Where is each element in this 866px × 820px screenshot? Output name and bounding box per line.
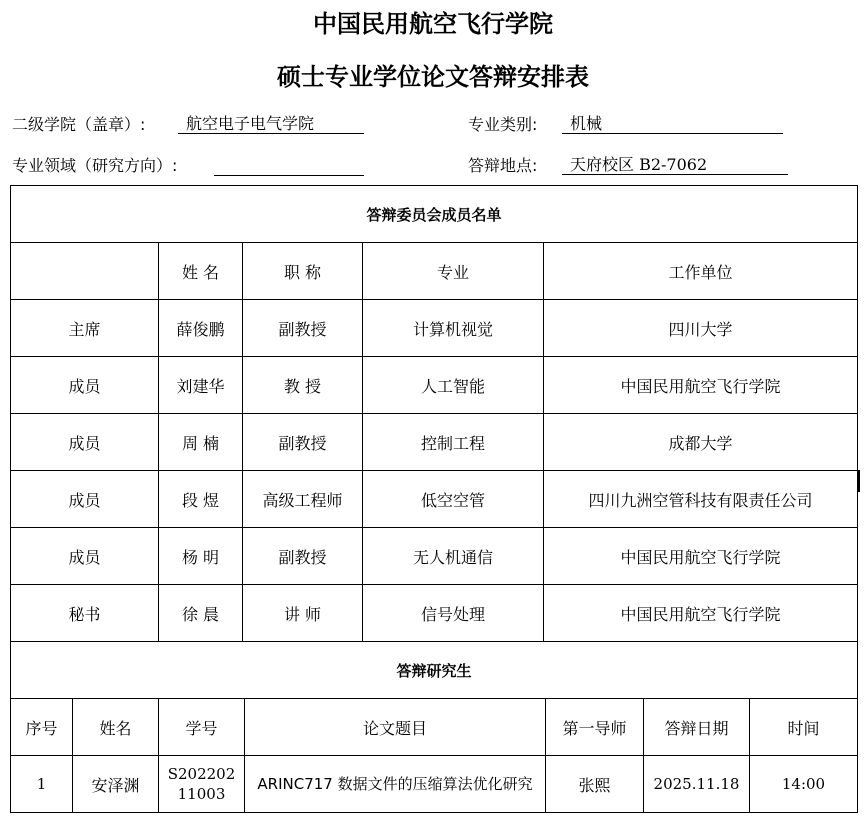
member-title: 副教授 [243,414,363,471]
committee-header-unit: 工作单位 [544,243,858,300]
page-subtitle: 硕士专业学位论文答辩安排表 [277,62,589,91]
member-name: 薛俊鹏 [159,300,243,357]
member-name: 徐 晨 [159,585,243,642]
college-value: 航空电子电气学院 [178,114,364,134]
member-unit: 四川大学 [544,300,858,357]
committee-header-role [11,243,159,300]
defense-date: 2025.11.18 [644,756,750,813]
member-unit: 中国民用航空飞行学院 [544,585,858,642]
field-label: 专业领域（研究方向）: [12,156,178,175]
thesis-title: ARINC717 数据文件的压缩算法优化研究 [245,756,546,813]
member-name: 段 煜 [159,471,243,528]
category-label: 专业类别: [468,115,538,134]
member-role: 主席 [11,300,159,357]
students-header-no: 序号 [11,699,73,756]
students-header-id: 学号 [159,699,245,756]
member-major: 人工智能 [363,357,544,414]
college-label: 二级学院（盖章）: [12,115,146,134]
member-major: 计算机视觉 [363,300,544,357]
committee-row [11,300,858,357]
member-name: 杨 明 [159,528,243,585]
member-title: 副教授 [243,300,363,357]
member-role: 成员 [11,414,159,471]
committee-header-row [11,243,858,300]
location-value: 天府校区 B2-7062 [562,155,788,175]
committee-section-title: 答辩委员会成员名单 [11,186,858,243]
students-header-name: 姓名 [73,699,159,756]
member-title: 副教授 [243,528,363,585]
committee-header-major: 专业 [363,243,544,300]
member-name: 周 楠 [159,414,243,471]
location-label: 答辩地点: [468,156,538,175]
defense-time: 14:00 [750,756,858,813]
member-unit: 中国民用航空飞行学院 [544,357,858,414]
committee-row [11,585,858,642]
defense-schedule-table [10,185,858,813]
students-header-advisor: 第一导师 [546,699,644,756]
committee-header-name: 姓 名 [159,243,243,300]
member-role: 成员 [11,471,159,528]
member-major: 无人机通信 [363,528,544,585]
committee-row [11,528,858,585]
member-title: 讲 师 [243,585,363,642]
advisor-name: 张熙 [546,756,644,813]
students-section-title: 答辩研究生 [11,642,858,699]
member-title: 高级工程师 [243,471,363,528]
member-unit: 四川九洲空管科技有限责任公司 [544,471,858,528]
student-no: 1 [11,756,73,813]
page-title: 中国民用航空飞行学院 [313,9,553,38]
committee-row [11,471,858,528]
text-cursor [858,470,860,492]
student-id: S20220211003 [159,756,245,813]
students-header-date: 答辩日期 [644,699,750,756]
member-major: 控制工程 [363,414,544,471]
category-value: 机械 [562,114,783,134]
students-header-time: 时间 [750,699,858,756]
committee-row [11,414,858,471]
member-role: 成员 [11,528,159,585]
committee-row [11,357,858,414]
student-name: 安泽渊 [73,756,159,813]
member-unit: 成都大学 [544,414,858,471]
member-major: 低空空管 [363,471,544,528]
students-header-thesis: 论文题目 [245,699,546,756]
member-role: 成员 [11,357,159,414]
student-row [11,756,858,813]
member-title: 教 授 [243,357,363,414]
field-value [214,155,364,176]
committee-header-title: 职 称 [243,243,363,300]
member-major: 信号处理 [363,585,544,642]
member-role: 秘书 [11,585,159,642]
member-name: 刘建华 [159,357,243,414]
member-unit: 中国民用航空飞行学院 [544,528,858,585]
students-header-row [11,699,858,756]
